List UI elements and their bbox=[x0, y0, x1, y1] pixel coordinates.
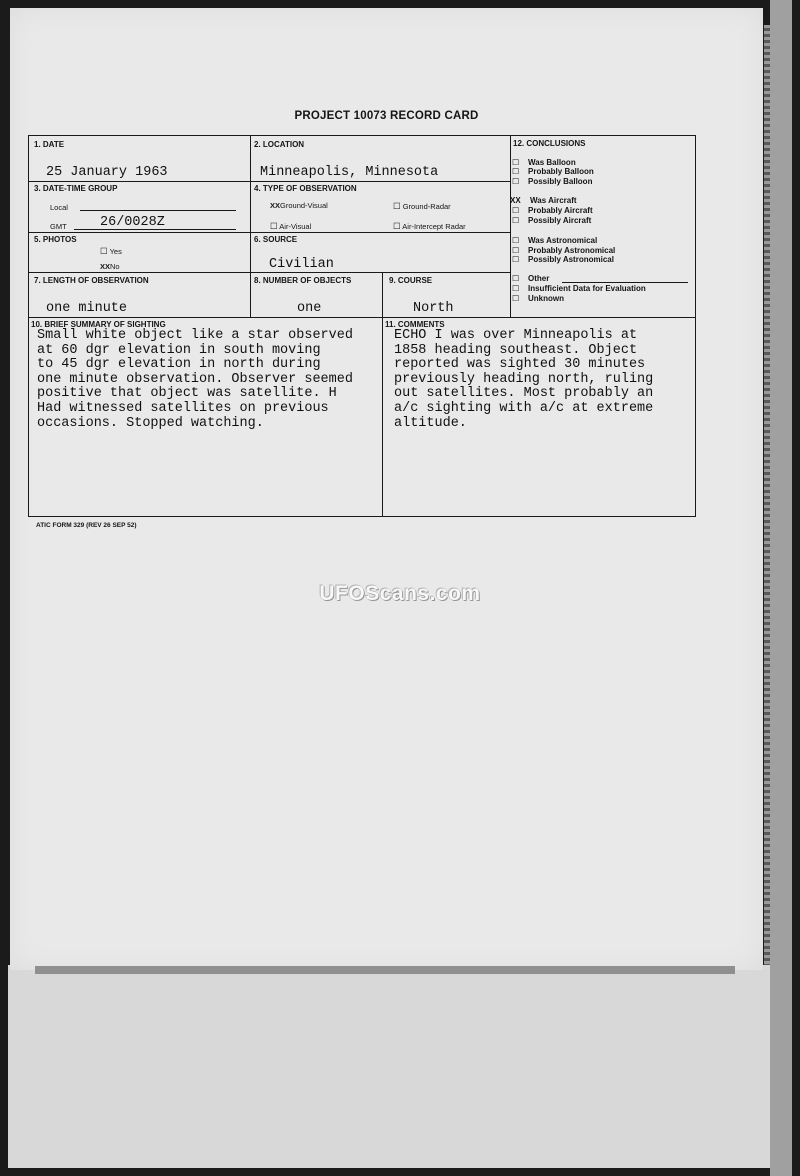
num-objects-label: 8. NUMBER OF OBJECTS bbox=[254, 276, 352, 285]
gmt-value: 26/0028Z bbox=[100, 215, 165, 230]
divider bbox=[382, 272, 383, 517]
course-label: 9. COURSE bbox=[389, 276, 433, 285]
ground-radar-option bbox=[393, 201, 451, 212]
conclusion-text: Possibly Astronomical bbox=[528, 255, 614, 264]
divider bbox=[250, 136, 251, 317]
conclusion-item bbox=[512, 294, 564, 303]
conclusion-item bbox=[512, 274, 549, 283]
photos-label: 5. PHOTOS bbox=[34, 235, 77, 244]
checkbox-icon: ☐ bbox=[512, 255, 520, 264]
checkbox-icon: ☐ bbox=[512, 284, 520, 293]
checkbox-icon: ☐ bbox=[512, 216, 520, 225]
form-footer: ATIC FORM 329 (REV 26 SEP 52) bbox=[36, 522, 137, 529]
conclusion-item bbox=[510, 196, 577, 205]
comments-label: 11. COMMENTS bbox=[385, 320, 445, 329]
checkbox-icon: ☐ bbox=[100, 246, 108, 256]
type-observation-label: 4. TYPE OF OBSERVATION bbox=[254, 184, 357, 193]
date-value: 25 January 1963 bbox=[46, 165, 168, 180]
conclusion-text: Probably Balloon bbox=[528, 167, 594, 176]
watermark: UFOScans.com bbox=[319, 582, 481, 605]
summary-text: Small white object like a star observed at 60 dgr elevation in south moving to 45 dgr elevation in north during one minute observation. Observer seemed positive that object was satellite. H Had witnessed satellites on previous occasions. Stopped watching. bbox=[37, 328, 353, 431]
ground-visual-text: Ground-Visual bbox=[280, 201, 328, 210]
conclusion-text: Possibly Balloon bbox=[528, 177, 593, 186]
source-value: Civilian bbox=[269, 257, 334, 272]
comments-text: ECHO I was over Minneapolis at 1858 heading southeast. Object reported was sighted 30 minutes previously heading north, ruling out satellites. Most probably an a/c sighting with a/c at extreme altitude. bbox=[394, 328, 654, 431]
lower-sheet bbox=[8, 965, 792, 1168]
conclusion-text: Was Astronomical bbox=[528, 236, 598, 245]
card-title: PROJECT 10073 RECORD CARD bbox=[294, 110, 479, 122]
checkbox-icon: ☐ bbox=[512, 167, 520, 176]
ground-visual-option bbox=[270, 201, 328, 210]
source-label: 6. SOURCE bbox=[254, 235, 298, 244]
conclusion-text: Unknown bbox=[528, 294, 564, 303]
conclusion-item bbox=[512, 284, 646, 293]
conclusion-text: Probably Astronomical bbox=[528, 246, 616, 255]
divider bbox=[29, 272, 511, 273]
photos-yes-text: Yes bbox=[109, 247, 122, 256]
ground-radar-text: Ground-Radar bbox=[402, 202, 451, 211]
conclusions-label: 12. CONCLUSIONS bbox=[513, 139, 586, 148]
conclusion-item bbox=[512, 255, 614, 264]
photos-no-mark: XX bbox=[100, 262, 111, 271]
checkbox-icon: ☐ bbox=[512, 294, 520, 303]
location-value: Minneapolis, Minnesota bbox=[260, 165, 439, 180]
conclusion-text: Insufficient Data for Evaluation bbox=[528, 284, 646, 293]
divider bbox=[29, 317, 695, 318]
conclusion-item bbox=[512, 158, 576, 167]
gmt-label: GMT bbox=[50, 222, 67, 231]
other-fill-line bbox=[562, 282, 688, 283]
length-label: 7. LENGTH OF OBSERVATION bbox=[34, 276, 149, 285]
photos-yes-option bbox=[100, 246, 122, 257]
conclusion-text: Other bbox=[528, 274, 550, 283]
divider bbox=[29, 181, 511, 182]
air-intercept-radar-text: Air-Intercept Radar bbox=[402, 222, 466, 231]
conclusion-text: Was Balloon bbox=[528, 158, 576, 167]
checkbox-icon: ☐ bbox=[512, 236, 520, 245]
photos-no-option bbox=[100, 262, 120, 271]
checkbox-icon: ☐ bbox=[512, 206, 520, 215]
checkbox-icon: ☐ bbox=[512, 177, 520, 186]
page-shadow bbox=[35, 966, 735, 974]
page-edge-strip bbox=[764, 25, 770, 965]
length-value: one minute bbox=[46, 301, 128, 316]
conclusion-text: Probably Aircraft bbox=[528, 206, 593, 215]
air-visual-text: Air-Visual bbox=[279, 222, 312, 231]
checked-mark: XX bbox=[510, 196, 521, 205]
conclusion-item bbox=[512, 236, 597, 245]
date-label: 1. DATE bbox=[34, 140, 65, 149]
checkbox-icon: ☐ bbox=[393, 201, 401, 211]
checkbox-icon: ☐ bbox=[512, 158, 520, 167]
photos-no-text: No bbox=[110, 262, 120, 271]
conclusion-item bbox=[512, 177, 592, 186]
conclusion-text: Was Aircraft bbox=[530, 196, 577, 205]
air-intercept-radar-option bbox=[393, 221, 466, 232]
conclusion-item bbox=[512, 206, 593, 215]
checkbox-icon: ☐ bbox=[512, 246, 520, 255]
summary-label: 10. BRIEF SUMMARY OF SIGHTING bbox=[31, 320, 166, 329]
air-visual-option bbox=[270, 221, 311, 232]
checkbox-icon: ☐ bbox=[393, 221, 401, 231]
local-fill-line bbox=[80, 210, 236, 211]
conclusion-item bbox=[512, 216, 591, 225]
ground-visual-mark: XX bbox=[270, 201, 281, 210]
checkbox-icon: ☐ bbox=[512, 274, 520, 283]
conclusion-text: Possibly Aircraft bbox=[528, 216, 592, 225]
local-label: Local bbox=[50, 203, 68, 212]
num-objects-value: one bbox=[297, 301, 322, 316]
checkbox-icon: ☐ bbox=[270, 221, 278, 231]
conclusion-item bbox=[512, 167, 594, 176]
course-value: North bbox=[413, 301, 454, 316]
location-label: 2. LOCATION bbox=[254, 140, 305, 149]
conclusion-item bbox=[512, 246, 615, 255]
dtg-label: 3. DATE-TIME GROUP bbox=[34, 184, 118, 193]
divider bbox=[29, 232, 511, 233]
